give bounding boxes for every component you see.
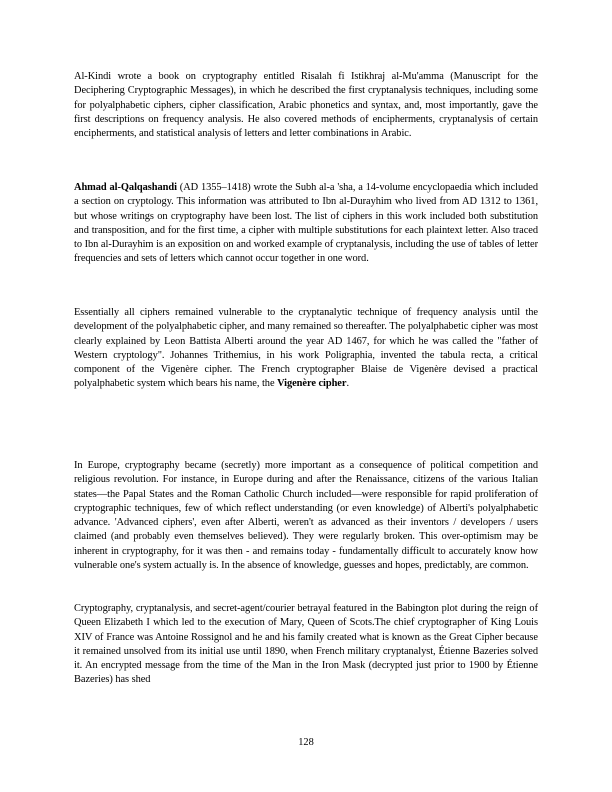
paragraph-text: (AD 1355–1418) wrote the Subh al-a 'sha, a 14-volume encyclopaedia which included a section on cryptology. This information was attributed to Ibn al-Durayhim who lived from AD 1312 to 1361, but whose writings on cryptography have been lost. The list of ciphers in this work included both substitution and transposition, and for the first time, a cipher with multiple substitutions for each plaintext letter. Also traced to Ibn al-Durayhim is an exposition on and worked example of cryptanalysis, including the use of tables of letter frequencies and sets of letters which cannot occur together in one word. [74,182,539,265]
paragraph-al-kindi [74,70,538,141]
paragraph-text: Al-Kindi wrote a book on cryptography entitled Risalah fi Istikhraj al-Mu'amma (Manuscript for the Deciphering Cryptographic Messages), in which he described the first cryptanalysis techniques, including some for polyalphabetic ciphers, cipher classification, Arabic phonetics and syntax, and, most importantly, gave the first descriptions on frequency analysis. He also covered methods of encipherments, cryptanalysis of certain encipherments, and statistical analysis of letters and letter combinations in Arabic. [74,71,538,140]
paragraph-end: . [346,378,349,390]
paragraph-text: Cryptography, cryptanalysis, and secret-agent/courier betrayal featured in the Babington plot during the reign of Queen Elizabeth I which led to the execution of Mary, Queen of Scots.The chief cryptographer of King Louis XIV of France was Antoine Rossignol and he and his family created what is known as the Great Cipher because it remained unsolved from its initial use until 1890, when French military cryptanalyst, Étienne Bazeries solved it. An encrypted message from the time of the Man in the Iron Mask (decrypted just prior to 1900 by Étienne Bazeries) has shed [74,603,538,686]
bold-term-vigenere-cipher: Vigenère cipher [277,378,347,390]
paragraph-text: In Europe, cryptography became (secretly) more important as a consequence of political competition and religious revolution. For instance, in Europe during and after the Renaissance, citizens of the various Italian states—the Papal States and the Roman Catholic Church included—were responsible for rapid proliferation of cryptographic techniques, few of which reflect understanding (or even knowledge) of Alberti's polyalphabetic advance. 'Advanced ciphers', even after Alberti, weren't as advanced as their inventors / developers / users claimed (and probably even themselves believed). They were regularly broken. This over-optimism may be inherent in cryptography, for it was then - and remains today - fundamentally difficult to accurately know how vulnerable one's system actually is. In the absence of knowledge, guesses and hopes, predictably, are common. [74,460,538,572]
paragraph-babington-plot [74,602,538,688]
page-number: 128 [298,737,314,748]
paragraph-europe-cryptography [74,459,538,573]
bold-name-al-qalqashandi: Ahmad al-Qalqashandi [74,182,177,193]
paragraph-polyalphabetic-cipher [74,306,538,392]
paragraph-al-qalqashandi [74,181,538,267]
paragraph-text: Essentially all ciphers remained vulnerable to the cryptanalytic technique of frequency analysis until the development of the polyalphabetic cipher, and many remained so thereafter. The polyalphabetic cipher was most clearly explained by Leon Battista Alberti around the year AD 1467, for which he was called the "father of Western cryptology". Johannes Trithemius, in his work Poligraphia, invented the tabula recta, a critical component of the Vigenère cipher. The French cryptographer Blaise de Vigenère devised a practical polyalphabetic system which bears his name, the [74,307,538,390]
